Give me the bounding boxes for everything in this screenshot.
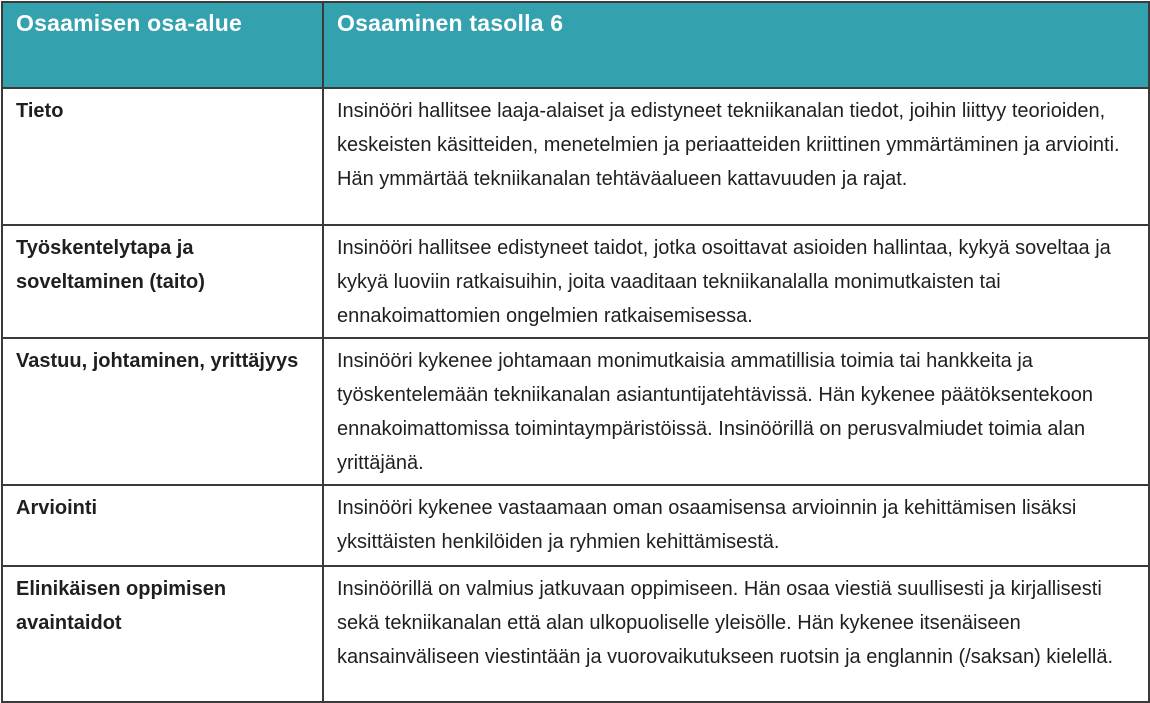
description-cell-tyoskentelytapa: Insinööri hallitsee edistyneet taidot, jotka osoittavat asioiden hallintaa, kykyä soveltaa ja kykyä luoviin ratkaisuihin, joita vaaditaan tekniikanalalla monimutkaisten tai ennakoimattomien ongelmien ratkaisemisessa. bbox=[323, 225, 1149, 338]
column-header-competence-level-6: Osaaminen tasolla 6 bbox=[323, 2, 1149, 88]
description-cell-vastuu: Insinööri kykenee johtamaan monimutkaisia ammatillisia toimia tai hankkeita ja työskentelemään tekniikanalan asiantuntijatehtävissä. Hän kykenee päätöksentekoon ennakoimattomissa toimintaympäristöissä. Insinöörillä on perusvalmiudet toimia alan yrittäjänä. bbox=[323, 338, 1149, 485]
table-row bbox=[2, 88, 1149, 225]
table-row bbox=[2, 225, 1149, 338]
area-cell-arviointi: Arviointi bbox=[2, 485, 323, 566]
column-header-competence-area: Osaamisen osa-alue bbox=[2, 2, 323, 88]
table-row bbox=[2, 566, 1149, 702]
area-cell-tieto: Tieto bbox=[2, 88, 323, 225]
table-header-row bbox=[2, 2, 1149, 88]
area-cell-vastuu: Vastuu, johtaminen, yrittäjyys bbox=[2, 338, 323, 485]
table-row bbox=[2, 485, 1149, 566]
description-cell-arviointi: Insinööri kykenee vastaamaan oman osaamisensa arvioinnin ja kehittämisen lisäksi yksittäisten henkilöiden ja ryhmien kehittämisestä. bbox=[323, 485, 1149, 566]
area-cell-elinikainen-oppiminen: Elinikäisen oppimisen avaintaidot bbox=[2, 566, 323, 702]
area-cell-tyoskentelytapa: Työskentelytapa ja soveltaminen (taito) bbox=[2, 225, 323, 338]
competency-table bbox=[1, 1, 1150, 703]
description-cell-tieto: Insinööri hallitsee laaja-alaiset ja edistyneet tekniikanalan tiedot, joihin liittyy teorioiden, keskeisten käsitteiden, menetelmien ja periaatteiden kriittinen ymmärtäminen ja arviointi. Hän ymmärtää tekniikanalan tehtäväalueen kattavuuden ja rajat. bbox=[323, 88, 1149, 225]
description-cell-elinikainen-oppiminen: Insinöörillä on valmius jatkuvaan oppimiseen. Hän osaa viestiä suullisesti ja kirjallisesti sekä tekniikanalan että alan ulkopuoliselle yleisölle. Hän kykenee itsenäiseen kansainväliseen viestintään ja vuorovaikutukseen ruotsin ja englannin (/saksan) kielellä. bbox=[323, 566, 1149, 702]
table-row bbox=[2, 338, 1149, 485]
